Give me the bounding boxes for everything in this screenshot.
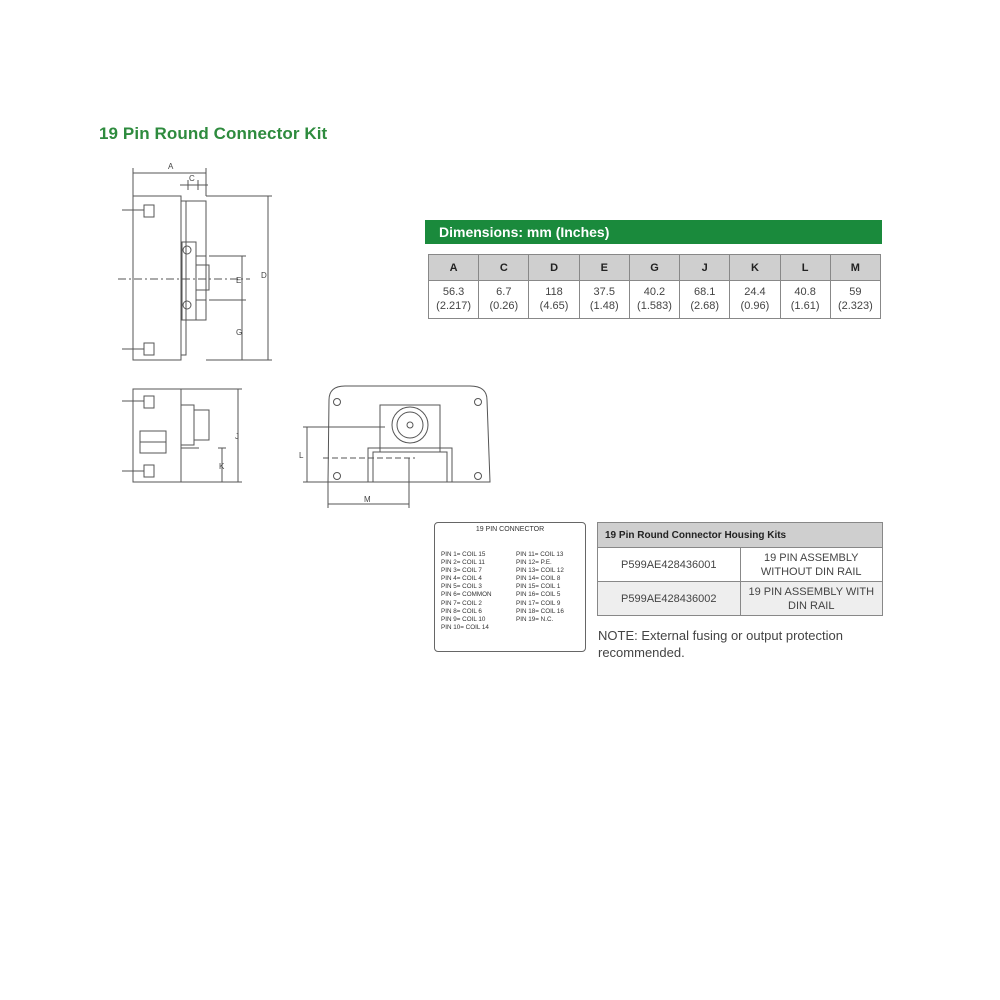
housing-kits-header: 19 Pin Round Connector Housing Kits: [598, 523, 883, 548]
lower-side-view-drawing: [110, 385, 250, 485]
label-e: E: [236, 276, 242, 285]
dim-cell-e: [579, 281, 629, 319]
dim-col-g: G: [629, 255, 679, 281]
pinout-column-1: [441, 551, 492, 632]
dim-in: (4.65): [539, 300, 569, 312]
dim-in: (2.323): [837, 300, 873, 312]
label-d: D: [261, 271, 267, 280]
dim-in: (1.61): [790, 300, 820, 312]
dim-col-c: C: [479, 255, 529, 281]
part-number: P599AE428436002: [598, 582, 741, 616]
dim-mm: 37.5: [593, 286, 615, 298]
dim-col-e: E: [579, 255, 629, 281]
pin-item: PIN 8= COIL 6: [441, 607, 482, 615]
dim-cell-g: [629, 281, 679, 319]
dim-cell-d: [529, 281, 579, 319]
label-k: K: [219, 462, 225, 471]
pin-item: PIN 7= COIL 2: [441, 599, 482, 607]
dim-in: (2.217): [436, 300, 472, 312]
pin-item: PIN 15= COIL 1: [516, 583, 561, 591]
dim-col-j: J: [680, 255, 730, 281]
pin-item: PIN 16= COIL 5: [516, 591, 561, 599]
dimensions-value-row: [429, 281, 881, 319]
pin-item: PIN 14= COIL 8: [516, 575, 561, 583]
part-description: 19 PIN ASSEMBLY WITHOUT DIN RAIL: [740, 548, 883, 582]
label-a: A: [168, 162, 174, 171]
pin-item: PIN 18= COIL 16: [516, 607, 564, 615]
pin-item: PIN 1= COIL 15: [441, 551, 486, 558]
pinout-column-2: [516, 551, 564, 624]
pinout-title: 19 PIN CONNECTOR: [475, 526, 545, 533]
dim-cell-k: [730, 281, 780, 319]
label-g: G: [236, 328, 243, 337]
pinout-box: [434, 522, 586, 652]
label-l: L: [299, 451, 304, 460]
dim-col-m: M: [830, 255, 880, 281]
dim-in: (0.96): [740, 300, 770, 312]
dim-in: (1.583): [637, 300, 672, 312]
front-view-drawing: [295, 380, 515, 515]
dim-in: (2.68): [690, 300, 720, 312]
fusing-note: NOTE: External fusing or output protection recommended.: [598, 628, 843, 660]
dim-mm: 40.2: [643, 286, 666, 298]
page-title: 19 Pin Round Connector Kit: [99, 124, 328, 143]
dim-cell-l: [780, 281, 830, 319]
dim-col-a: A: [429, 255, 479, 281]
dimensions-header: Dimensions: mm (Inches): [425, 220, 882, 244]
dim-mm: 24.4: [744, 286, 766, 298]
pin-item: PIN 12= P.E.: [516, 559, 552, 567]
pin-item: PIN 11= COIL 13: [516, 551, 564, 558]
dim-in: (0.26): [489, 300, 519, 312]
dim-mm: 56.3: [442, 286, 465, 298]
part-description: 19 PIN ASSEMBLY WITH DIN RAIL: [740, 582, 883, 616]
table-row: [598, 582, 883, 616]
dim-mm: 118: [545, 286, 563, 298]
dimensions-table: [428, 254, 881, 319]
label-m: M: [364, 495, 371, 504]
pin-item: PIN 10= COIL 14: [441, 623, 489, 631]
dim-mm: 68.1: [693, 286, 716, 298]
label-c: C: [189, 174, 195, 183]
dim-col-l: L: [780, 255, 830, 281]
pin-item: PIN 17= COIL 9: [516, 599, 561, 607]
dim-cell-c: [479, 281, 529, 319]
pin-item: PIN 3= COIL 7: [441, 567, 482, 575]
dim-cell-m: [830, 281, 880, 319]
dim-cell-a: [429, 281, 479, 319]
dim-mm: 6.7: [496, 286, 512, 298]
side-view-drawing: [110, 160, 280, 370]
dim-col-d: D: [529, 255, 579, 281]
pin-item: PIN 13= COIL 12: [516, 567, 564, 575]
dim-cell-j: [680, 281, 730, 319]
pin-item: PIN 9= COIL 10: [441, 615, 486, 623]
housing-kits-header-row: [598, 523, 883, 548]
dimensions-header-row: [429, 255, 881, 281]
dim-col-k: K: [730, 255, 780, 281]
pin-item: PIN 19= N.C.: [516, 615, 554, 623]
dim-in: (1.48): [589, 300, 619, 312]
pin-item: PIN 4= COIL 4: [441, 575, 482, 583]
dim-mm: 59: [849, 286, 862, 298]
part-number: P599AE428436001: [598, 548, 741, 582]
label-j: J: [235, 432, 239, 441]
dim-mm: 40.8: [794, 286, 816, 298]
pin-item: PIN 2= COIL 11: [441, 559, 485, 567]
table-row: [598, 548, 883, 582]
housing-kits-table: [597, 522, 883, 616]
pin-item: PIN 6= COMMON: [441, 591, 492, 599]
pin-item: PIN 5= COIL 3: [441, 583, 482, 591]
